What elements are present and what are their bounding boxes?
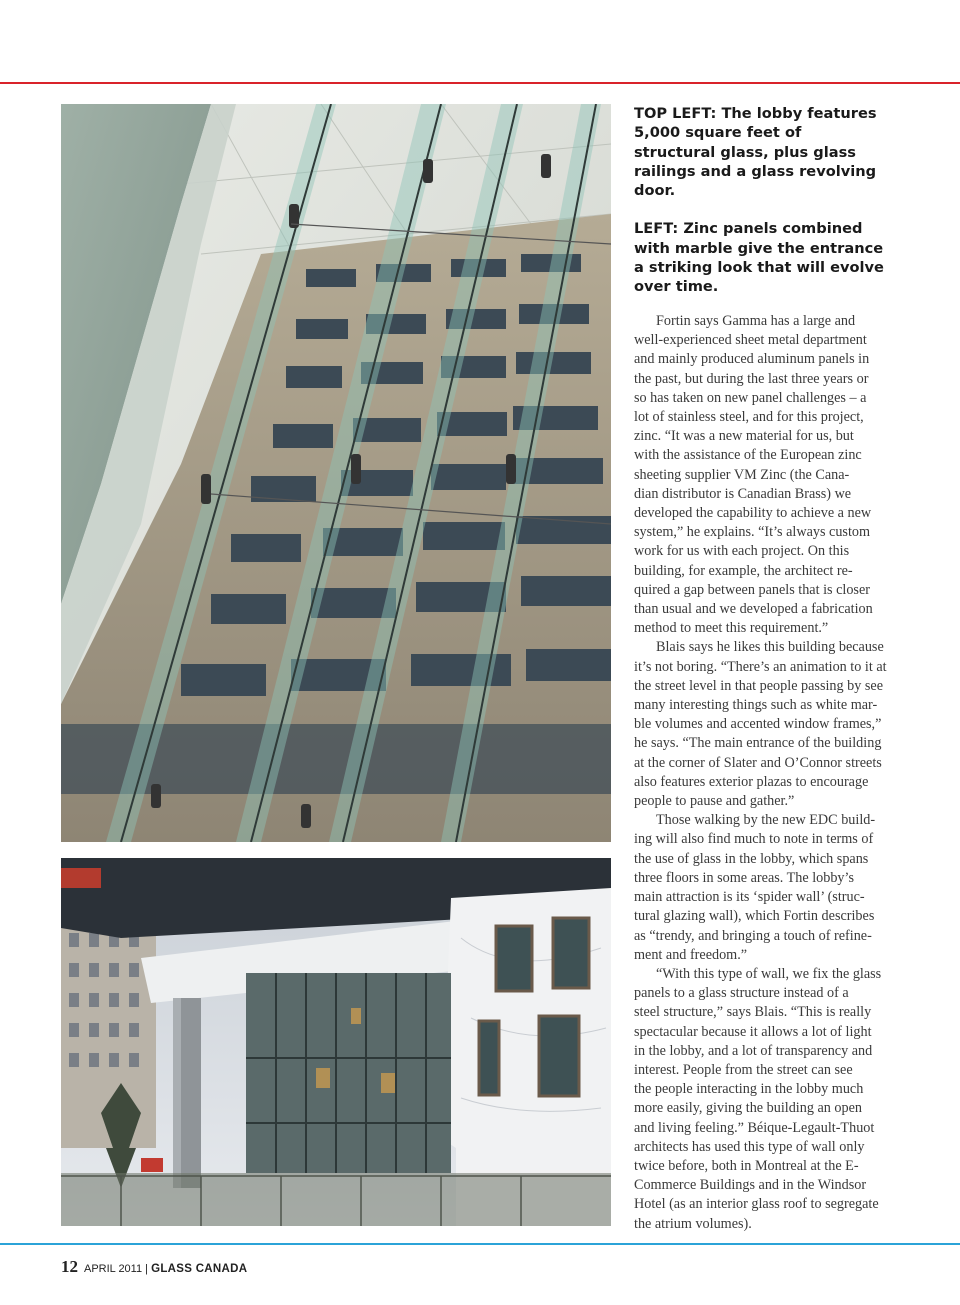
photo-captions [634, 104, 884, 316]
body-line: the use of glass in the lobby, which spans [634, 850, 869, 867]
body-line: method to meet this requirement.” [634, 620, 829, 637]
publication-name: GLASS CANADA [151, 1263, 248, 1275]
body-line: in the lobby, and a lot of transparency and [634, 1042, 873, 1059]
body-line: architects has used this type of wall only [634, 1138, 865, 1155]
body-line: the past, but during the last three years or [634, 370, 869, 387]
body-line: with the assistance of the European zinc [634, 447, 862, 464]
body-line: ing will also find much to note in terms of [634, 831, 874, 848]
body-line: it’s not boring. “There’s an animation to it at [634, 658, 887, 675]
body-line: zinc. “It was a new material for us, but [634, 428, 854, 445]
body-line: main attraction is its ‘spider wall’ (struc- [634, 889, 865, 906]
body-line: system,” he explains. “It’s always custom [634, 524, 871, 541]
body-line: more easily, giving the building an open [634, 1100, 863, 1117]
body-line: building, for example, the architect re- [634, 562, 853, 579]
body-line: the atrium volumes). [634, 1215, 752, 1232]
body-line: ble volumes and accented window frames,” [634, 716, 882, 733]
body-line: he says. “The main entrance of the building [634, 735, 882, 752]
body-line: work for us with each project. On this [634, 543, 850, 560]
body-line: Fortin says Gamma has a large and [656, 313, 856, 329]
article-body [634, 312, 900, 1234]
caption-top-left: TOP LEFT: The lobby features 5,000 square feet of structural glass, plus glass railings and a glass revolving door. [634, 105, 877, 200]
bottom-blue-rule [0, 1243, 960, 1245]
body-line: and living feeling.” Béique-Legault-Thuot [634, 1119, 875, 1136]
body-line: well-experienced sheet metal department [634, 332, 867, 349]
body-line: panels to a glass structure instead of a [634, 985, 849, 1002]
body-line: also features exterior plazas to encourage [634, 773, 869, 790]
body-line: as “trendy, and bringing a touch of refine- [634, 927, 872, 944]
body-line: developed the capability to achieve a new [634, 505, 872, 522]
page-number: 12 [61, 1257, 78, 1276]
top-red-rule [0, 82, 960, 84]
body-line: Hotel (as an interior glass roof to segregate [634, 1196, 879, 1213]
issue-date: APRIL 2011 | [84, 1263, 149, 1275]
body-line: than usual and we developed a fabrication [634, 601, 873, 618]
body-line: dian distributor is Canadian Brass) we [634, 485, 852, 502]
body-line: interest. People from the street can see [634, 1061, 853, 1078]
body-line: the people interacting in the lobby much [634, 1081, 864, 1098]
body-line: Commerce Buildings and in the Windsor [634, 1177, 867, 1194]
body-line: twice before, both in Montreal at the E- [634, 1157, 859, 1174]
lobby-glass-wall-photo [61, 104, 611, 842]
body-line: sheeting supplier VM Zinc (the Cana- [634, 466, 850, 483]
body-line: and mainly produced aluminum panels in [634, 351, 870, 368]
body-line: tural glazing wall), which Fortin describes [634, 908, 875, 925]
body-line: people to pause and gather.” [634, 793, 795, 810]
body-line: Blais says he likes this building because [656, 639, 884, 656]
body-line: many interesting things such as white mar- [634, 697, 878, 714]
page-footer [61, 1257, 247, 1277]
body-line: quired a gap between panels that is closer [634, 581, 870, 598]
body-line: spectacular because it allows a lot of light [634, 1023, 872, 1040]
body-line: steel structure,” says Blais. “This is really [634, 1004, 872, 1021]
body-line: lot of stainless steel, and for this project, [634, 409, 864, 426]
body-line: “With this type of wall, we fix the glass [656, 965, 882, 982]
body-line: so has taken on new panel challenges – a [634, 389, 867, 406]
body-line: the street level in that people passing by see [634, 677, 883, 694]
entrance-exterior-photo [61, 858, 611, 1226]
body-line: at the corner of Slater and O’Connor streets [634, 754, 882, 771]
body-line: Those walking by the new EDC build- [656, 812, 876, 829]
caption-left: LEFT: Zinc panels combined with marble give the entrance a striking look that will evolve over time. [634, 220, 884, 296]
body-line: ment and freedom.” [634, 946, 748, 963]
body-line: three floors in some areas. The lobby’s [634, 869, 854, 886]
